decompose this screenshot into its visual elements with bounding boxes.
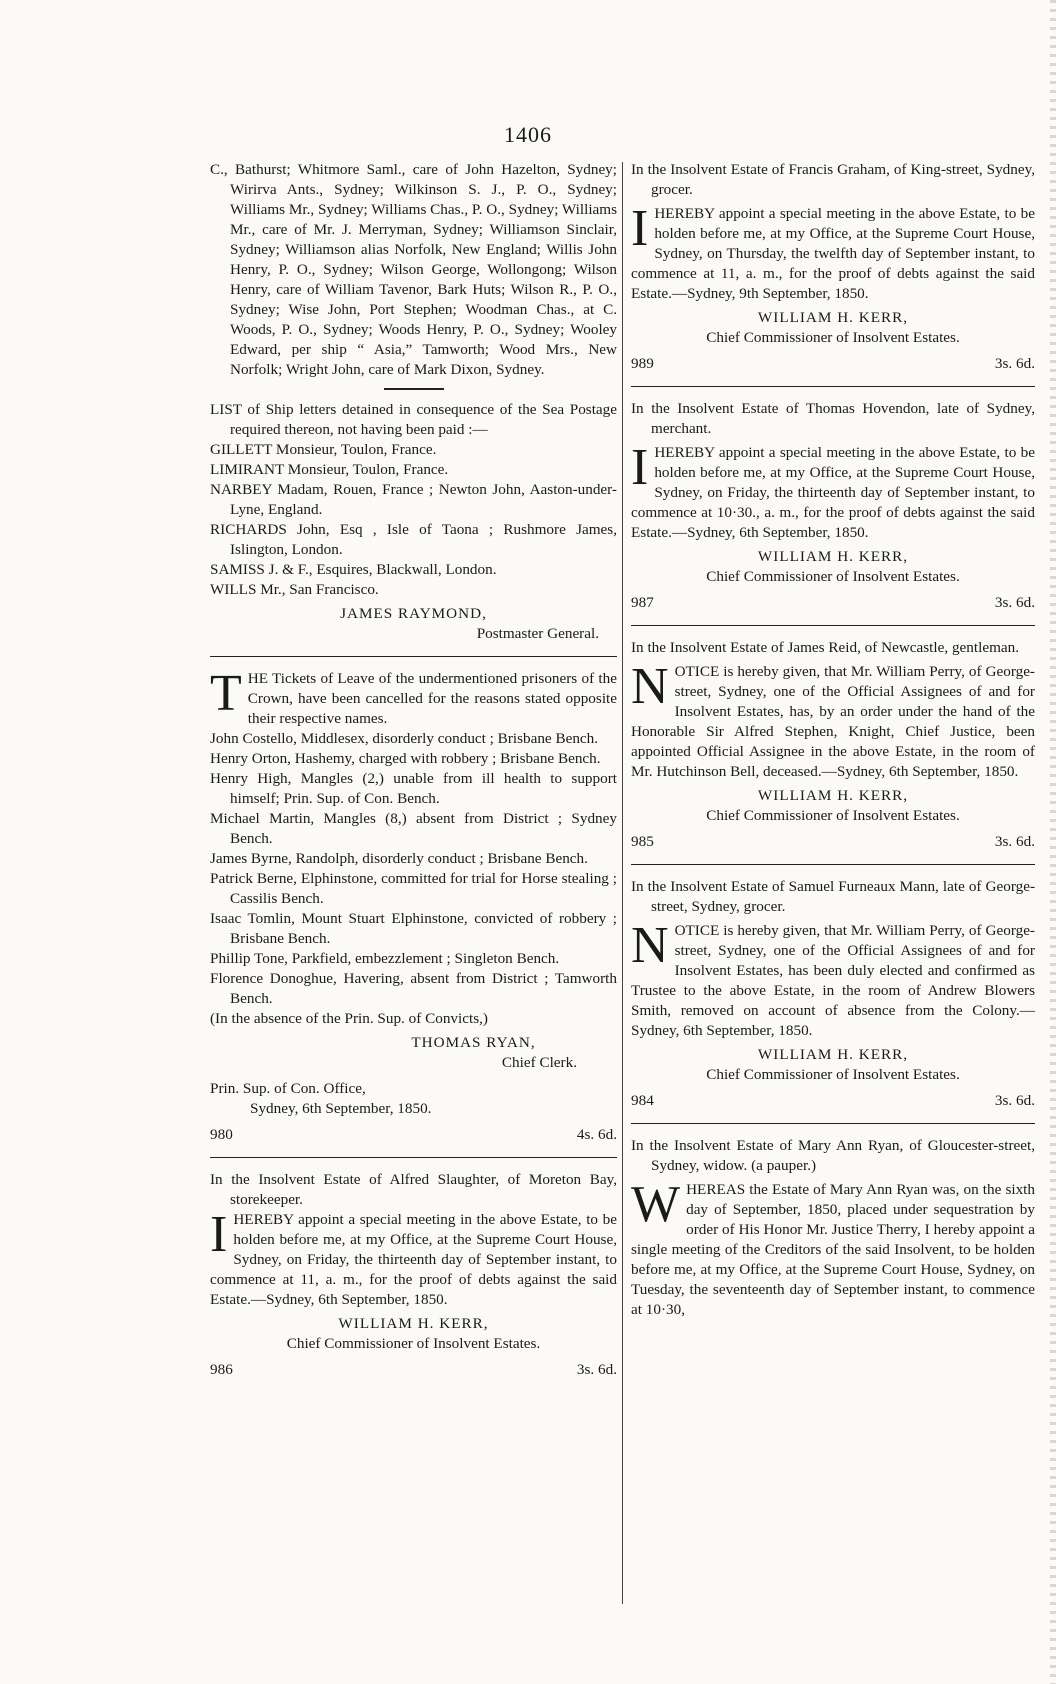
- section-divider: [210, 1157, 617, 1158]
- signer-name: WILLIAM H. KERR,: [757, 787, 909, 804]
- notice-date: Sydney, 6th September, 1850.: [250, 1100, 432, 1117]
- section-divider: [631, 1123, 1035, 1124]
- drop-cap: I: [631, 200, 649, 257]
- notice-body: HEREBY appoint a special meeting in the above Estate, to be holden before me, at my Office, at the Supreme Court House, Sydney, on Friday, the thirteenth day of September instant, to commence at 11, a. m., for the proof of debts against the said Estate.—Sydney, 6th September, 1850.: [210, 1211, 617, 1308]
- notice-heading: In the Insolvent Estate of Thomas Hovendon, late of Sydney, merchant.: [631, 400, 1035, 437]
- right-column: [631, 160, 1035, 1320]
- drop-cap: N: [631, 658, 669, 715]
- office-line: Prin. Sup. of Con. Office,: [210, 1080, 366, 1097]
- drop-cap: I: [631, 439, 649, 496]
- left-column: [210, 160, 617, 1380]
- signer-name: WILLIAM H. KERR,: [757, 309, 909, 326]
- ryan-estate-notice: [631, 1136, 1035, 1320]
- notice-heading: In the Insolvent Estate of Mary Ann Ryan, of Gloucester-street, Sydney, widow. (a pauper.): [631, 1137, 1035, 1174]
- signer-title: Chief Commissioner of Insolvent Estates.: [706, 1066, 960, 1083]
- signer-title: Chief Commissioner of Insolvent Estates.: [706, 568, 960, 585]
- drop-cap: N: [631, 917, 669, 974]
- ticket-entry: Phillip Tone, Parkfield, embezzlement ; Singleton Bench.: [210, 950, 560, 967]
- notice-footer: [210, 1360, 617, 1380]
- ticket-entry: James Byrne, Randolph, disorderly conduct ; Brisbane Bench.: [210, 850, 588, 867]
- notice-number: 986: [210, 1361, 233, 1378]
- notice-price: 3s. 6d.: [994, 833, 1035, 850]
- ticket-entry: Michael Martin, Mangles (8,) absent from District ; Sydney Bench.: [210, 810, 617, 847]
- absence-note: (In the absence of the Prin. Sup. of Convicts,): [210, 1010, 488, 1027]
- notice-price: 3s. 6d.: [994, 1092, 1035, 1109]
- signer-name: WILLIAM H. KERR,: [757, 548, 909, 565]
- signer-title: Postmaster General.: [476, 625, 599, 642]
- section-divider: [384, 388, 444, 390]
- notice-price: 4s. 6d.: [576, 1126, 617, 1143]
- ticket-entry: Florence Donoghue, Havering, absent from District ; Tamworth Bench.: [210, 970, 617, 1007]
- notice-number: 984: [631, 1092, 654, 1109]
- ship-letters-notice: [210, 400, 617, 644]
- ticket-entry: Patrick Berne, Elphinstone, committed for trial for Horse stealing ; Cassilis Bench.: [210, 870, 617, 907]
- tickets-intro: HE Tickets of Leave of the undermentioned prisoners of the Crown, have been cancelled for the reasons stated opposite their respective names.: [247, 670, 617, 727]
- page-number: 1406: [504, 122, 552, 147]
- hovendon-estate-notice: [631, 399, 1035, 613]
- ship-letter-entry: LIMIRANT Monsieur, Toulon, France.: [210, 461, 449, 478]
- ship-letter-entry: SAMISS J. & F., Esquires, Blackwall, London.: [210, 561, 497, 578]
- signer-name: WILLIAM H. KERR,: [757, 1046, 909, 1063]
- notice-body: HEREAS the Estate of Mary Ann Ryan was, on the sixth day of September, 1850, placed under sequestration by order of His Honor Mr. Justice Therry, I hereby appoint a single meeting of the Creditors of the said Insolvent, to be holden before me, at my Office, at the Supreme Court House, Sydney, on Tuesday, the seventeenth day of September instant, to commence at 10·30,: [631, 1181, 1035, 1318]
- notice-number: 985: [631, 833, 654, 850]
- drop-cap: W: [631, 1176, 681, 1233]
- notice-price: 3s. 6d.: [994, 594, 1035, 611]
- signer-name: WILLIAM H. KERR,: [338, 1315, 489, 1332]
- notice-number: 989: [631, 355, 654, 372]
- signer-name: THOMAS RYAN,: [411, 1034, 536, 1051]
- notice-footer: [631, 354, 1035, 374]
- notice-footer: [210, 1125, 617, 1145]
- ship-letter-entry: GILLETT Monsieur, Toulon, France.: [210, 441, 437, 458]
- ship-letters-intro: LIST of Ship letters detained in consequence of the Sea Postage required thereon, not having been paid :—: [210, 401, 617, 438]
- notice-price: 3s. 6d.: [576, 1361, 617, 1378]
- ship-letter-entry: WILLS Mr., San Francisco.: [210, 581, 379, 598]
- section-divider: [631, 625, 1035, 626]
- notice-body: HEREBY appoint a special meeting in the above Estate, to be holden before me, at my Office, at the Supreme Court House, Sydney, on Friday, the thirteenth day of September instant, to commence at 10·30., a. m., for the proof of debts against the said Estate.—Sydney, 6th September, 1850.: [631, 444, 1035, 541]
- letters-list-continuation: C., Bathurst; Whitmore Saml., care of John Hazelton, Sydney; Wirirva Ants., Sydney; Wilkinson S. J., P. O., Sydney; Williams Mr., Sydney; Williams Chas., P. O., Sydney; Williams Mr., care of Mr. J. Merryman, Sydney; Williamson Sinclair, Sydney; Williamson alias Norfolk, New England; Willis John Henry, P. O., Sydney; Wilson George, Wollongong; Wilson Henry, care of William Tavenor, Bark Huts; Wilson R., P. O., Sydney; Wise John, Port Stephen; Woodman Chas., at C. Woods, P. O., Sydney; Woods Henry, P. O., Sydney; Wooley Edward, per ship “ Asia,” Tamworth; Wood Mrs., New Norfolk; Wright John, care of Mark Dixon, Sydney.: [210, 161, 618, 378]
- notice-body: OTICE is hereby given, that Mr. William Perry, of George-street, Sydney, one of the Official Assignees of and for Insolvent Estates, has been duly elected and confirmed as Trustee to the above Estate, in the room of Andrew Blowers Smith, removed on account of absence from the Colony.—Sydney, 6th September, 1850.: [631, 922, 1035, 1039]
- notice-footer: [631, 593, 1035, 613]
- notice-footer: [631, 1091, 1035, 1111]
- notice-heading: In the Insolvent Estate of Alfred Slaughter, of Moreton Bay, storekeeper.: [210, 1171, 617, 1208]
- notice-heading: In the Insolvent Estate of Francis Graham, of King-street, Sydney, grocer.: [631, 161, 1035, 198]
- signer-title: Chief Commissioner of Insolvent Estates.: [706, 807, 960, 824]
- drop-cap: I: [210, 1206, 228, 1263]
- graham-estate-notice: [631, 160, 1035, 374]
- signer-title: Chief Commissioner of Insolvent Estates.: [706, 329, 960, 346]
- signer-name: JAMES RAYMOND,: [340, 605, 487, 622]
- notice-body: OTICE is hereby given, that Mr. William Perry, of George-street, Sydney, one of the Official Assignees of and for Insolvent Estates, has, by an order under the hand of the Honorable Sir Alfred Stephen, Knight, Chief Justice, been appointed Official Assignee in the above Estate, in the room of Mr. Hutchinson Bell, deceased.—Sydney, 6th September, 1850.: [631, 663, 1035, 780]
- notice-body: HEREBY appoint a special meeting in the above Estate, to be holden before me, at my Office, at the Supreme Court House, Sydney, on Thursday, the twelfth day of September instant, to commence at 11, a. m., for the proof of debts against the said Estate.—Sydney, 9th September, 1850.: [631, 205, 1035, 302]
- notice-heading: In the Insolvent Estate of James Reid, of Newcastle, gentleman.: [631, 639, 1020, 656]
- page-edge-strip: [1050, 0, 1056, 1684]
- signer-title: Chief Clerk.: [501, 1054, 577, 1071]
- notice-heading: In the Insolvent Estate of Samuel Furneaux Mann, late of George-street, Sydney, grocer.: [631, 878, 1035, 915]
- reid-estate-notice: [631, 638, 1035, 852]
- signer-title: Chief Commissioner of Insolvent Estates.: [286, 1335, 541, 1352]
- slaughter-estate-notice: [210, 1170, 617, 1380]
- notice-number: 987: [631, 594, 654, 611]
- section-divider: [631, 864, 1035, 865]
- notice-number: 980: [210, 1126, 233, 1143]
- ticket-entry: John Costello, Middlesex, disorderly conduct ; Brisbane Bench.: [210, 730, 599, 747]
- notice-price: 3s. 6d.: [994, 355, 1035, 372]
- tickets-of-leave-notice: [210, 665, 617, 1145]
- column-divider: [622, 162, 623, 1604]
- ship-letter-entry: RICHARDS John, Esq , Isle of Taona ; Rushmore James, Islington, London.: [210, 521, 617, 558]
- drop-cap: T: [210, 665, 242, 722]
- ticket-entry: Isaac Tomlin, Mount Stuart Elphinstone, convicted of robbery ; Brisbane Bench.: [210, 910, 617, 947]
- ship-letter-entry: NARBEY Madam, Rouen, France ; Newton John, Aaston-under-Lyne, England.: [210, 481, 617, 518]
- section-divider: [631, 386, 1035, 387]
- ticket-entry: Henry High, Mangles (2,) unable from ill health to support himself; Prin. Sup. of Con. Bench.: [210, 770, 617, 807]
- notice-footer: [631, 832, 1035, 852]
- mann-estate-notice: [631, 877, 1035, 1111]
- ticket-entry: Henry Orton, Hashemy, charged with robbery ; Brisbane Bench.: [210, 750, 601, 767]
- section-divider: [210, 656, 617, 657]
